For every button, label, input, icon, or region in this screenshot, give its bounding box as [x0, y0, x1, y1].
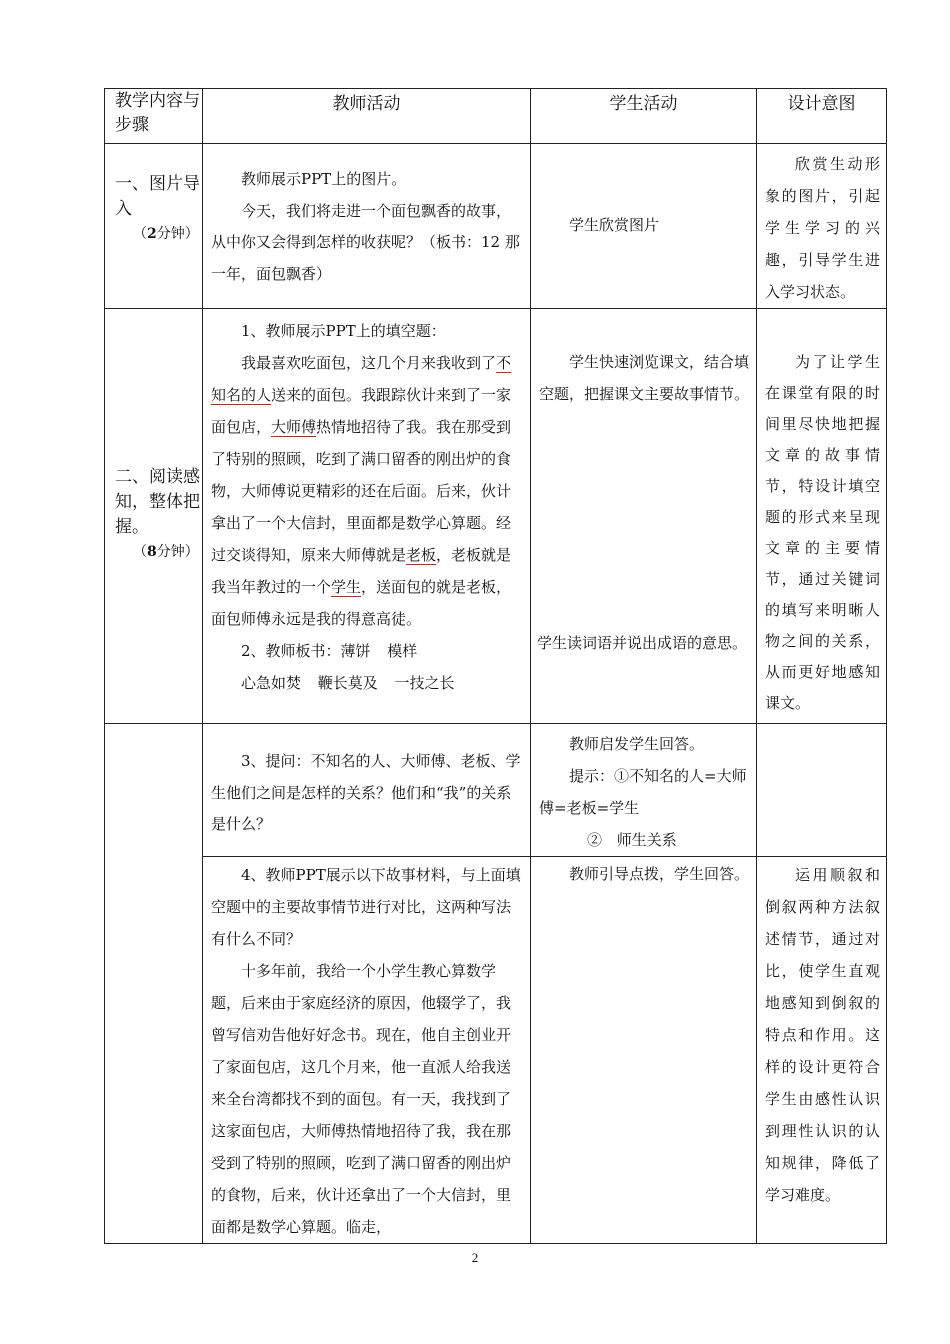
design-intent-cell [757, 857, 887, 1244]
teacher-text: 1、教师展示PPT上的填空题： [241, 322, 446, 340]
page-number: 2 [471, 1250, 479, 1265]
student-text: ② 师生关系 [587, 831, 677, 849]
step-title: 二、阅读感知，整体把握。 [115, 467, 200, 537]
board-writing: 心急如焚 鞭长莫及 一技之长 [241, 674, 455, 692]
teacher-activity-cell [203, 857, 531, 1244]
table-row [105, 857, 887, 1244]
lesson-plan-table [104, 88, 887, 1244]
story-material: 十多年前，我给一个小学生教心算数学题，后来由于家庭经济的原因，他辍学了，我曾写信劝告他好好念书。现在，他自主创业开了家面包店，这几个月来，他一直派人给我送来全台湾都找不到的面包。有一天，我找到了这家面包店，大师傅热情地招待了我，我在那受到了特别的照顾，吃到了满口留香的刚出炉的食物，后来，伙计还拿出了一个大信封，里面都是数学心算题。临走， [211, 962, 512, 1236]
design-intent-text: 运用顺叙和倒叙两种方法叙述情节，通过对比，使学生直观地感知到倒叙的特点和作用。这样的设计更符合学生由感性认识到理性认识的认知规律，降低了学习难度。 [765, 866, 880, 1204]
teacher-text: 4、教师PPT展示以下故事材料，与上面填空题中的主要故事情节进行对比，这两种写法有什么不同？ [211, 866, 521, 948]
student-text: 学生读词语并说出成语的意思。 [537, 634, 748, 652]
board-writing: 2、教师板书：薄饼 模样 [241, 642, 418, 660]
blank-answer: 老板 [406, 546, 437, 564]
header-student-activity: 学生活动 [531, 89, 757, 144]
design-intent-text: 为了让学生在课堂有限的时间里尽快地把握文章的故事情节，特设计填空题的形式来呈现文章的主要情节，通过关键词的填写来明晰人物之间的关系，从而更好地感知课文。 [765, 353, 880, 712]
student-text: 教师引导点拨，学生回答。 [569, 865, 750, 883]
step-cell [105, 309, 203, 724]
step-duration: （8分钟） [133, 544, 199, 560]
header-steps: 教学内容与步骤 [105, 89, 203, 144]
blank-answer: 不知名的人 [211, 354, 512, 404]
student-text: 教师启发学生回答。 [569, 735, 705, 753]
design-intent-cell [757, 309, 887, 724]
teacher-text: 教师展示PPT上的图片。 [241, 170, 407, 188]
step-cell [105, 724, 203, 1244]
student-activity-cell [531, 144, 757, 309]
teacher-activity-cell [203, 144, 531, 309]
student-activity-cell [531, 724, 757, 857]
step-title: 一、图片导入 [115, 174, 200, 219]
step-duration: （2分钟） [133, 226, 199, 242]
student-activity-cell [531, 309, 757, 724]
blank-answer: 大师傅 [271, 418, 317, 436]
student-text: 提示：①不知名的人=大师傅=老板=学生 [539, 767, 747, 817]
teacher-activity-cell [203, 309, 531, 724]
step-cell [105, 144, 203, 309]
table-row [105, 309, 887, 724]
design-intent-cell [757, 144, 887, 309]
teacher-activity-cell [203, 724, 531, 857]
teacher-text: 今天，我们将走进一个面包飘香的故事，从中你又会得到怎样的收获呢？（板书：12 那一年，面包飘香） [211, 201, 520, 283]
table-row [105, 724, 887, 857]
design-intent-cell [757, 724, 887, 857]
header-design-intent: 设计意图 [757, 89, 887, 144]
table-header-row [105, 89, 887, 144]
header-teacher-activity: 教师活动 [203, 89, 531, 144]
student-text: 学生欣赏图片 [569, 216, 660, 234]
design-intent-text: 欣赏生动形象的图片，引起学生学习的兴趣，引导学生进入学习状态。 [765, 155, 880, 301]
student-activity-cell [531, 857, 757, 1244]
fill-blank-passage: 我最喜欢吃面包，这几个月来我收到了不知名的人送来的面包。我跟踪伙计来到了一家面包店，大师傅热情地招待了我。我在那受到了特别的照顾，吃到了满口留香的刚出炉的食物，大师傅说更精彩的还在后面。后来，伙计拿出了一个大信封，里面都是数学心算题。经过交谈得知，原来大师傅就是老板，老板就是我当年教过的一个学生，送面包的就是老板，面包师傅永远是我的得意高徒。 [211, 354, 512, 628]
table-row [105, 144, 887, 309]
student-text: 学生快速浏览课文，结合填空题，把握课文主要故事情节。 [539, 353, 750, 403]
teacher-text: 3、提问：不知名的人、大师傅、老板、学生他们之间是怎样的关系？他们和“我”的关系是什么？ [211, 752, 521, 834]
blank-answer: 学生 [331, 578, 362, 596]
